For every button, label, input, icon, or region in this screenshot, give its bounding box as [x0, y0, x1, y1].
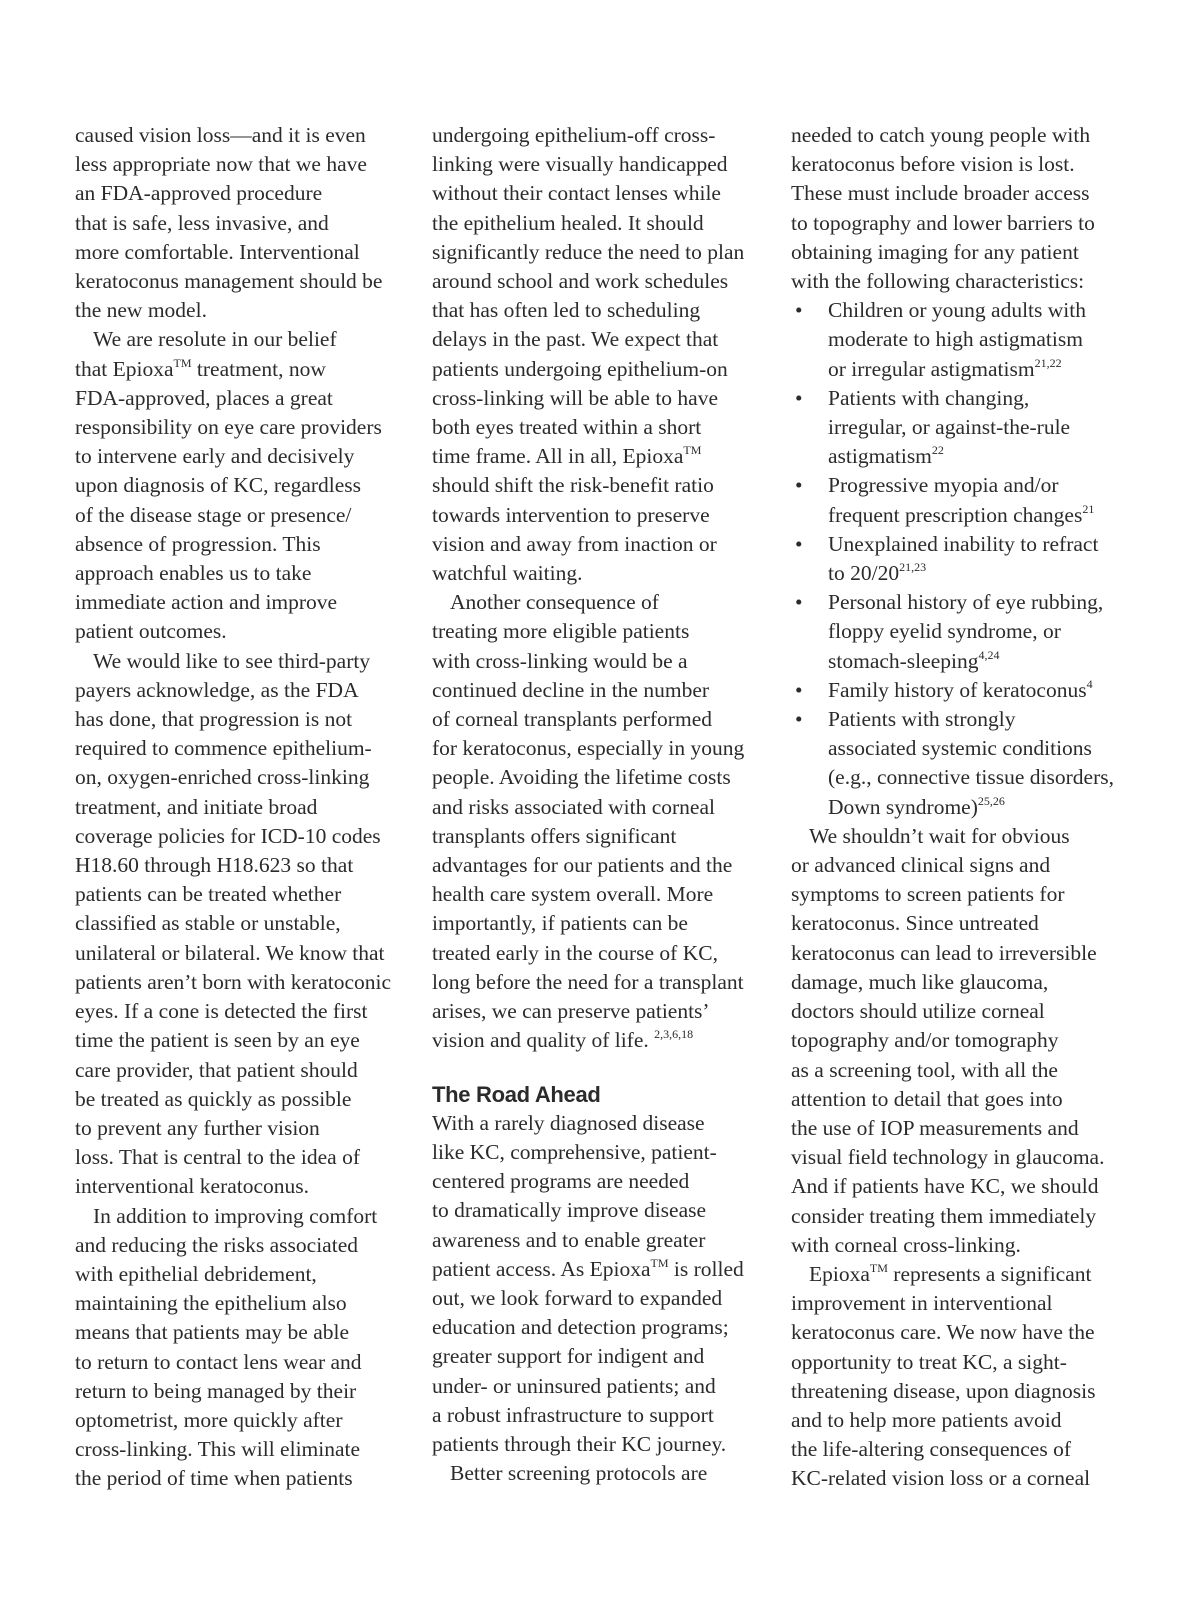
list-item-text: Patients with strongly associated systemic conditions (e.g., connective tissue disorders, Down syndrome): [828, 707, 1114, 819]
paragraph: [791, 1260, 1131, 1494]
list-item-text: Progressive myopia and/or frequent prescription changes: [828, 473, 1083, 527]
paragraph: Better screening protocols are: [450, 1461, 708, 1486]
paragraph: In addition to improving comfort and reducing the risks associated with epithelial debridement, maintaining the epithelium also means that patients may be able to return to contact lens wear and return to being managed by their optometrist, more quickly after cross-linking. This will eliminate the period of time when patients: [75, 1203, 378, 1491]
text-column-1: [75, 121, 415, 1494]
list-item: [791, 384, 1131, 472]
text-run: is rolled out, we look forward to expanded education and detection programs; greater support for indigent and under- or uninsured patients; and a robust infrastructure to support patients through their KC journey.: [432, 1256, 744, 1456]
text-run: undergoing epithelium-off cross- linking were visually handicapped without their contact lenses while the epithelium healed. It should significantly reduce the need to plan around school and work schedules that has often led to scheduling delays in the past. We expect that patients undergoing epithelium-on cross-linking will be able to have both eyes treated within a short time frame. All in all, Epioxa: [432, 123, 745, 469]
text-run: treatment, now FDA-approved, places a great responsibility on eye care providers to intervene early and decisively upon diagnosis of KC, regardless of the disease stage or presence/ absence of progression. This approach enables us to take immediate action and improve patient outcomes.: [75, 356, 382, 644]
trademark-mark: TM: [683, 443, 702, 458]
bullet-icon: •: [795, 298, 803, 323]
list-item: [791, 530, 1131, 588]
bullet-list: [791, 296, 1131, 822]
paragraph: [432, 588, 772, 1055]
bullet-icon: •: [795, 677, 803, 702]
text-run: Epioxa: [809, 1261, 870, 1286]
list-item: [791, 471, 1131, 529]
reference-superscript: 4: [1086, 676, 1093, 691]
list-item-text: Family history of keratoconus: [828, 677, 1087, 702]
list-item-text: Personal history of eye rubbing, floppy eyelid syndrome, or stomach-sleeping: [828, 590, 1104, 673]
text-run: Another consequence of treating more eligible patients with cross-linking would be a continued decline in the number of corneal transplants performed for keratoconus, especially in young people. Avoiding the lifetime costs and risks associated with corneal transplants offers significant advantages for our patients and the health care system overall. More importantly, if patients can be treated early in the course of KC, long before the need for a transplant arises, we can preserve patients’ vision and quality of life.: [432, 590, 745, 1053]
bullet-icon: •: [795, 707, 803, 732]
text-run: With a rarely diagnosed disease like KC, comprehensive, patient- centered programs are needed to dramatically improve disease awareness and to enable greater patient access. As Epioxa: [432, 1110, 717, 1281]
bullet-icon: •: [795, 385, 803, 410]
list-item: [791, 296, 1131, 384]
paragraph: [75, 325, 415, 646]
reference-superscript: 21,23: [899, 560, 927, 575]
bullet-icon: •: [795, 590, 803, 615]
paragraph: We shouldn’t wait for obvious or advanced clinical signs and symptoms to screen patients for keratoconus. Since untreated keratoconus can lead to irreversible damage, much like glaucoma, doctors should utilize corneal topography and/or tomography as a screening tool, with all the attention to detail that goes into the use of IOP measurements and visual field technology in glaucoma. And if patients have KC, we should consider treating them immediately with corneal cross-linking.: [791, 823, 1105, 1257]
paragraph: [432, 1109, 772, 1459]
reference-superscript: 4,24: [978, 647, 1000, 662]
paragraph: We would like to see third-party payers acknowledge, as the FDA has done, that progression is not required to commence epithelium- on, oxygen-enriched cross-linking treatment, and initiate broad coverage policies for ICD-10 codes H18.60 through H18.623 so that patients can be treated whether classified as stable or unstable, unilateral or bilateral. We know that patients aren’t born with keratoconic eyes. If a cone is detected the first time the patient is seen by an eye care provider, that patient should be treated as quickly as possible to prevent any further vision loss. That is central to the idea of interventional keratoconus.: [75, 648, 392, 1199]
text-run: represents a significant improvement in interventional keratoconus care. We now have the opportunity to treat KC, a sight- threatening disease, upon diagnosis and to help more patients avoid the life-altering consequences of KC-related vision loss or a corneal: [791, 1261, 1096, 1491]
section-heading: The Road Ahead: [432, 1081, 601, 1107]
bullet-icon: •: [795, 531, 803, 556]
bullet-icon: •: [795, 473, 803, 498]
text-column-3: [791, 121, 1131, 1494]
trademark-mark: TM: [173, 355, 192, 370]
reference-superscript: 2,3,6,18: [654, 1027, 694, 1042]
reference-superscript: 21,22: [1034, 355, 1062, 370]
trademark-mark: TM: [650, 1255, 669, 1270]
list-item-text: Unexplained inability to refract to 20/20: [828, 531, 1099, 586]
paragraph: [432, 121, 772, 588]
reference-superscript: 25,26: [977, 793, 1005, 808]
trademark-mark: TM: [869, 1260, 888, 1275]
list-item: [791, 676, 1131, 705]
reference-superscript: 21: [1082, 501, 1095, 516]
list-item-text: Patients with changing, irregular, or against-the-rule astigmatism: [828, 385, 1071, 469]
text-run: should shift the risk-benefit ratio towards intervention to preserve vision and away from inaction or watchful waiting.: [432, 473, 717, 586]
text-column-2: [432, 121, 772, 1488]
paragraph: needed to catch young people with keratoconus before vision is lost. These must include broader access to topography and lower barriers to obtaining imaging for any patient with the following characteristics:: [791, 123, 1095, 294]
list-item-text: Children or young adults with moderate to high astigmatism or irregular astigmatism: [828, 298, 1086, 381]
reference-superscript: 22: [931, 443, 944, 458]
text-run: We are resolute in our belief that Epioxa: [75, 327, 337, 381]
list-item: [791, 588, 1131, 676]
paragraph: caused vision loss—and it is even less appropriate now that we have an FDA-approved procedure that is safe, less invasive, and more comfortable. Interventional keratoconus management should be the new model.: [75, 123, 383, 323]
list-item: [791, 705, 1131, 822]
